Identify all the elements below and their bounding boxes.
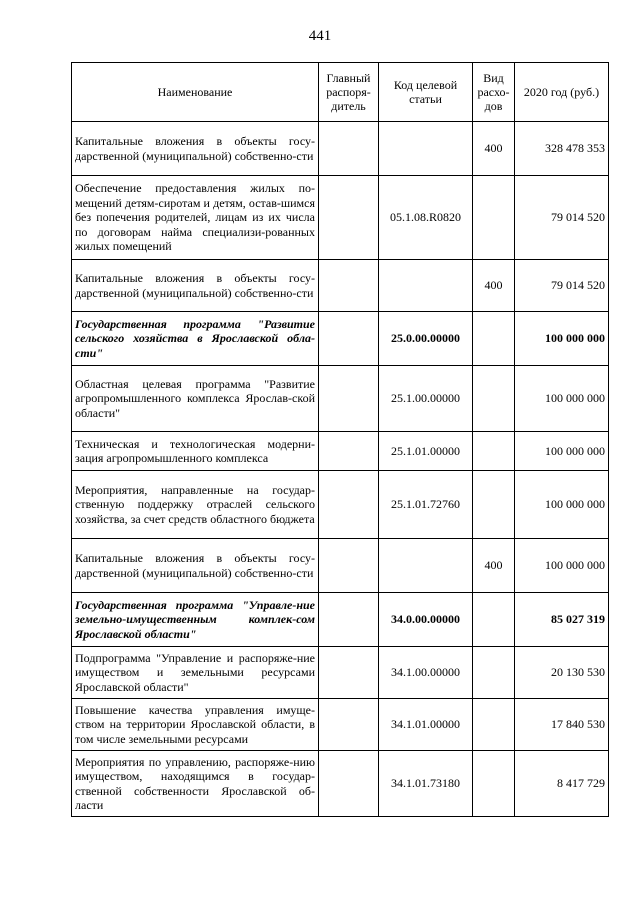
table-row: [72, 699, 609, 751]
row-admin: [319, 366, 379, 432]
row-name: Государственная программа "Развитие сельского хозяйства в Ярославской обла-сти": [72, 312, 319, 366]
row-name: Подпрограмма "Управление и распоряже-ние имуществом и земельными ресурсами Ярославской области": [72, 647, 319, 699]
row-admin: [319, 260, 379, 312]
table-row: [72, 312, 609, 366]
row-kind: 400: [473, 260, 515, 312]
row-kind: 400: [473, 539, 515, 593]
row-code: 25.0.00.00000: [379, 312, 473, 366]
row-code: 34.1.00.00000: [379, 647, 473, 699]
row-amount: 100 000 000: [515, 539, 609, 593]
table-row: [72, 432, 609, 471]
table-row: [72, 647, 609, 699]
row-name: Областная целевая программа "Развитие агропромышленного комплекса Ярослав-ской области": [72, 366, 319, 432]
row-code: 25.1.01.72760: [379, 471, 473, 539]
table-row: [72, 176, 609, 260]
row-name: Повышение качества управления имуще-ством на территории Ярославской области, в том числе земельными ресурсами: [72, 699, 319, 751]
row-amount: 20 130 530: [515, 647, 609, 699]
row-code: 34.0.00.00000: [379, 593, 473, 647]
row-kind: [473, 312, 515, 366]
row-code: 25.1.00.00000: [379, 366, 473, 432]
table-row: [72, 260, 609, 312]
row-amount: 79 014 520: [515, 176, 609, 260]
row-amount: 8 417 729: [515, 751, 609, 817]
row-kind: [473, 699, 515, 751]
row-code: [379, 122, 473, 176]
row-kind: [473, 593, 515, 647]
table-row: [72, 471, 609, 539]
row-amount: 100 000 000: [515, 432, 609, 471]
row-name: Мероприятия, направленные на государ-ственную поддержку отраслей сельского хозяйства, за счет средств областного бюджета: [72, 471, 319, 539]
row-admin: [319, 539, 379, 593]
row-kind: [473, 647, 515, 699]
row-name: Капитальные вложения в объекты госу-дарственной (муниципальной) собственно-сти: [72, 122, 319, 176]
row-kind: [473, 176, 515, 260]
row-amount: 17 840 530: [515, 699, 609, 751]
row-code: 05.1.08.R0820: [379, 176, 473, 260]
row-amount: 100 000 000: [515, 312, 609, 366]
page-number: 441: [308, 28, 332, 44]
row-admin: [319, 122, 379, 176]
header-code: Код целевой статьи: [379, 63, 473, 122]
row-amount: 85 027 319: [515, 593, 609, 647]
row-admin: [319, 751, 379, 817]
row-amount: 79 014 520: [515, 260, 609, 312]
row-name: Капитальные вложения в объекты госу-дарственной (муниципальной) собственно-сти: [72, 539, 319, 593]
row-amount: 100 000 000: [515, 471, 609, 539]
row-admin: [319, 593, 379, 647]
row-code: [379, 539, 473, 593]
row-kind: [473, 751, 515, 817]
table-row: [72, 122, 609, 176]
row-admin: [319, 432, 379, 471]
row-admin: [319, 699, 379, 751]
table-row: [72, 366, 609, 432]
table-body: [72, 122, 609, 817]
row-kind: [473, 471, 515, 539]
row-amount: 100 000 000: [515, 366, 609, 432]
table-header: [72, 63, 609, 122]
row-kind: [473, 366, 515, 432]
header-amount: 2020 год (руб.): [515, 63, 609, 122]
row-name: Техническая и технологическая модерни-зация агропромышленного комплекса: [72, 432, 319, 471]
row-admin: [319, 471, 379, 539]
row-code: 25.1.01.00000: [379, 432, 473, 471]
header-admin: Главный распоря-дитель: [319, 63, 379, 122]
row-admin: [319, 647, 379, 699]
row-code: 34.1.01.00000: [379, 699, 473, 751]
row-name: Обеспечение предоставления жилых по-мещений детям-сиротам и детям, остав-шимся без попечения родителей, лицам из их числа по договорам найма специализи-рованных жилых помещений: [72, 176, 319, 260]
header-row: [72, 63, 609, 122]
table-row: [72, 593, 609, 647]
row-kind: 400: [473, 122, 515, 176]
budget-table: [71, 62, 609, 817]
header-name: Наименование: [72, 63, 319, 122]
row-name: Капитальные вложения в объекты госу-дарственной (муниципальной) собственно-сти: [72, 260, 319, 312]
header-kind: Вид расхо-дов: [473, 63, 515, 122]
table-row: [72, 539, 609, 593]
table-row: [72, 751, 609, 817]
row-kind: [473, 432, 515, 471]
row-name: Государственная программа "Управле-ние земельно-имущественным комплек-сом Ярославской области": [72, 593, 319, 647]
row-amount: 328 478 353: [515, 122, 609, 176]
row-code: 34.1.01.73180: [379, 751, 473, 817]
row-admin: [319, 312, 379, 366]
row-name: Мероприятия по управлению, распоряже-нию имуществом, находящимся в государ-ственной собственности Ярославской об-ласти: [72, 751, 319, 817]
row-code: [379, 260, 473, 312]
row-admin: [319, 176, 379, 260]
